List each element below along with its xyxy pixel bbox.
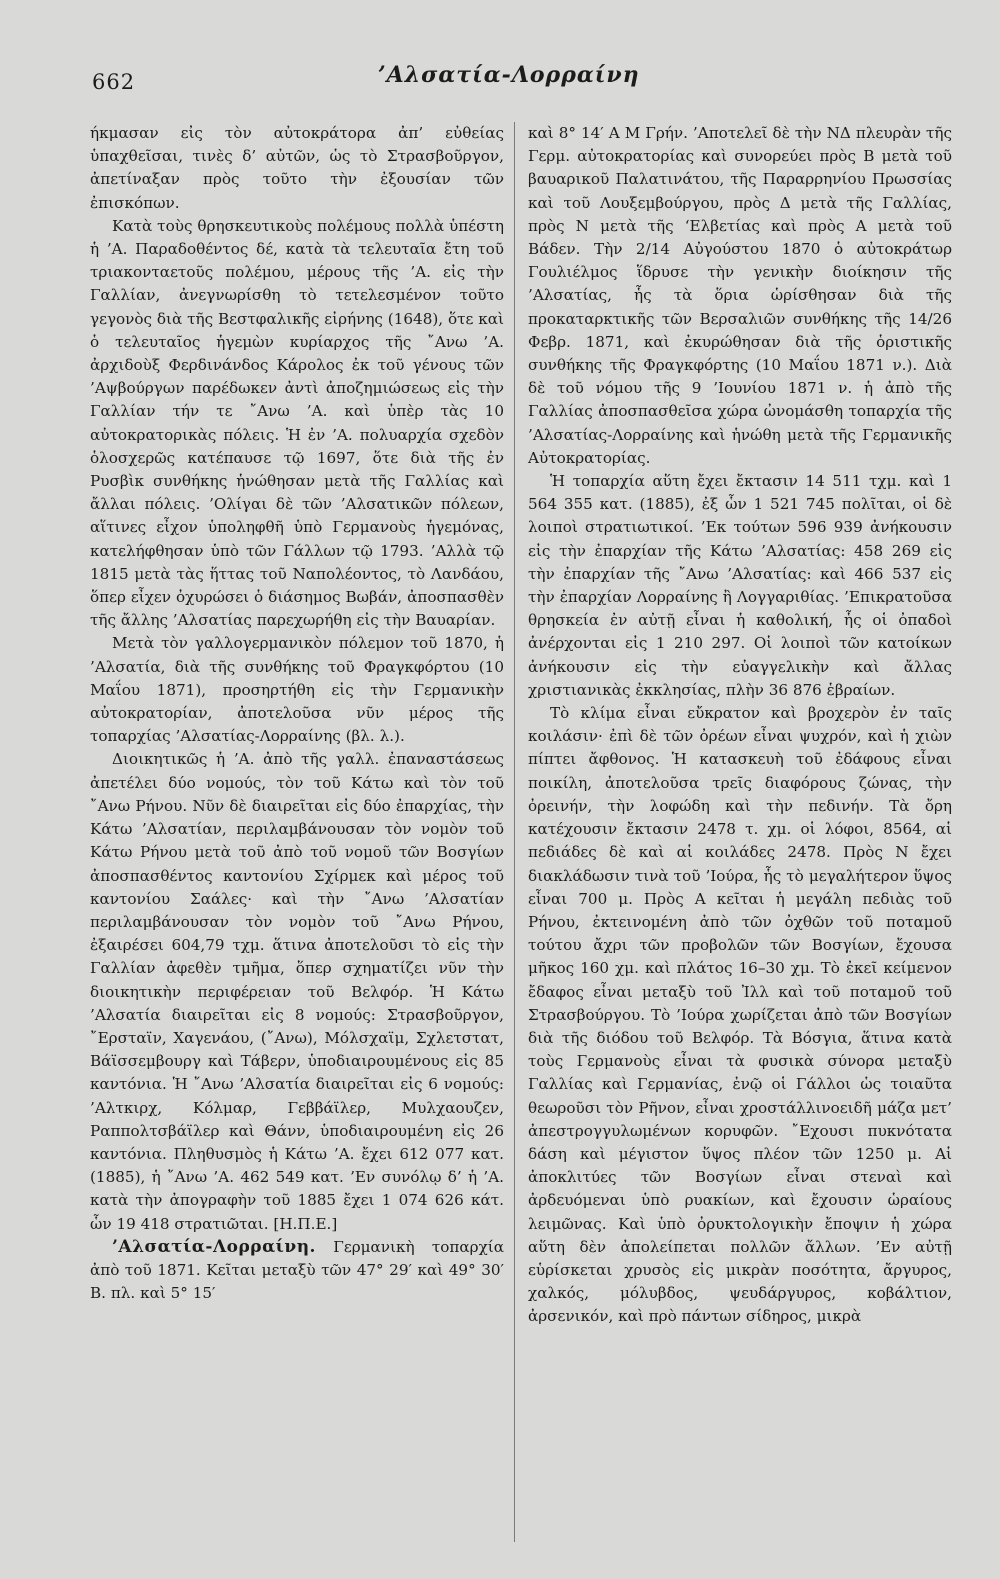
paragraph: Ἡ τοπαρχία αὕτη ἔχει ἔκτασιν 14 511 τχμ. καὶ 1 564 355 κατ. (1885), ἐξ ὧν 1 521 745 πολῖται, οἱ δὲ λοιποὶ στρατιωτικοί. ’Εκ τούτων 596 939 ἀνήκουσιν εἰς τὴν ἐπαρχίαν τῆς Κάτω ’Αλσατίας: 458 269 εἰς τὴν ἐπαρχίαν τῆς ῎Ανω ’Αλσατίας: καὶ 466 537 εἰς τὴν ἐπαρχίαν Λορραίνης ἢ Λογγαριθίας. ’Επικρατοῦσα θρησκεία ἐν αὐτῇ εἶναι ἡ καθολική, ἧς οἱ ὀπαδοὶ ἀνέρχονται εἰς 1 210 297. Οἱ λοιποὶ τῶν κατοίκων ἀνήκουσιν εἰς τὴν εὐαγγελικὴν καὶ ἄλλας χριστιανικὰς ἐκκλησίας, πλὴν 36 876 ἑβραίων. [528,472,952,699]
page-number: 662 [92,70,136,94]
running-title: ’Αλσατία-Λορραίνη [378,62,640,88]
paragraph: Κατὰ τοὺς θρησκευτικοὺς πολέμους πολλὰ ὑπέστη ἡ ’Α. Παραδοθέντος δέ, κατὰ τὰ τελευταῖα ἔτη τοῦ τριακονταετοῦς πολέμου, μέρους τῆς ’Α. εἰς τὴν Γαλλίαν, ἀνεγνωρίσθη τὸ τετελεσμένον τοῦτο γεγονὸς διὰ τῆς Βεστφαλικῆς εἰρήνης (1648), ὅτε καὶ ὁ τελευταῖος ἡγεμὼν κυρίαρχος τῆς ῎Ανω ’Α. ἀρχιδοὺξ Φερδινάνδος Κάρολος ἐκ τοῦ γένους τῶν ’Αψβούργων παρέδωκεν ἀντὶ ἀποζημιώσεως εἰς τὴν Γαλλίαν τήν τε ῎Ανω ’Α. καὶ ὑπὲρ τὰς 10 αὐτοκρατορικὰς πόλεις. Ἡ ἐν ’Α. πολυαρχία σχεδὸν ὁλοσχερῶς κατέπαυσε τῷ 1697, ὅτε διὰ τῆς ἐν Ρυσβὶκ συνθήκης ἡνώθησαν μετὰ τῆς Γαλλίας καὶ ἄλλαι πόλεις. ’Ολίγαι δὲ τῶν ’Αλσατικῶν πόλεων, αἵτινες εἶχον ὑποληφθῆ ὑπὸ Γερμανοὺς ἡγεμόνας, κατελήφθησαν ὑπὸ τῶν Γάλλων τῷ 1793. ’Αλλὰ τῷ 1815 μετὰ τὰς ἥττας τοῦ Ναπολέοντος, τὸ Λανδάου, ὅπερ εἶχεν ὀχυρώσει ὁ διάσημος Βωβάν, ἀποσπασθὲν τῆς ἄλλης ’Αλσατίας παρεχωρήθη εἰς τὴν Βαυαρίαν. [90,216,504,630]
paragraph: ήκμασαν εἰς τὸν αὐτοκράτορα ἀπ’ εὐθείας ὑπαχθεῖσαι, τινὲς δ’ αὐτῶν, ὡς τὸ Στρασβοῦργον, ἀπετίναξαν πρὸς τοῦτο τὴν ἐξουσίαν τῶν ἐπισκόπων. [90,124,504,212]
author-signature: [Η.Π.Ε.] [273,1214,338,1233]
right-column [528,122,952,1329]
paragraph: Τὸ κλίμα εἶναι εὔκρατον καὶ βροχερὸν ἐν ταῖς κοιλάσιν· ἐπὶ δὲ τῶν ὀρέων εἶναι ψυχρόν, καὶ ἡ χιὼν πίπτει ἄφθονος. Ἡ κατασκευὴ τοῦ ἐδάφους εἶναι ποικίλη, ἀποτελοῦσα τρεῖς διαφόρους ζώνας, τὴν ὀρεινήν, τὴν λοφώδη καὶ τὴν πεδινήν. Τὰ ὄρη κατέχουσιν ἔκτασιν 2478 τ. χμ. οἱ λόφοι, 8564, αἱ πεδιάδες δὲ καὶ αἱ κοιλάδες 2478. Πρὸς Ν ἔχει διακλάδωσιν τινὰ τοῦ ’Ιούρα, ἧς τὸ μεγαλήτερον ὕψος εἶναι 700 μ. Πρὸς Α κεῖται ἡ μεγάλη πεδιὰς τοῦ Ρήνου, ἐκτεινομένη ἀπὸ τῶν ὀχθῶν τοῦ ποταμοῦ τούτου ἄχρι τῶν προβολῶν τῶν Βοσγίων, ἔχουσα μῆκος 160 χμ. καὶ πλάτος 16–30 χμ. Τὸ ἐκεῖ κείμενον ἔδαφος εἶναι μεταξὺ τοῦ Ἰλλ καὶ τοῦ ποταμοῦ τοῦ Στρασβούργου. Τὸ ’Ιούρα χωρίζεται ἀπὸ τῶν Βοσγίων διὰ τῆς διόδου τοῦ Βελφόρ. Τὰ Βόσγια, ἅτινα κατὰ τοὺς Γερμανοὺς εἶναι τὰ φυσικὰ σύνορα μεταξὺ Γαλλίας καὶ Γερμανίας, ἐνῷ οἱ Γάλλοι ὡς τοιαῦτα θεωροῦσι τὸν Ρῆνον, εἶναι χροστάλλινοειδῆ μάζα μετ’ ἀπεστρογγυλωμένων κορυφῶν. ῎Εχουσι πυκνότατα δάση καὶ μέγιστον ὕψος πλέον τῶν 1250 μ. Αἱ ἀποκλιτύες τῶν Βοσγίων εἶναι στεναὶ καὶ ἀρδευόμεναι ὑπὸ ρυακίων, καὶ ἔχουσιν ὡραίους λειμῶνας. Καὶ ὑπὸ ὀρυκτολογικὴν ἔποψιν ἡ χώρα αὕτη δὲν ἀπολείπεται πολλῶν ἄλλων. ’Εν αὐτῇ εὑρίσκεται χρυσὸς εἰς μικρὰν ποσότητα, ἄργυρος, χαλκός, μόλυβδος, ψευδάργυρος, κοβάλτιον, ἀρσενικόν, καὶ πρὸ πάντων σίδηρος, μικρὰ [528,704,952,1326]
paragraph: Μετὰ τὸν γαλλογερμανικὸν πόλεμον τοῦ 1870, ἡ ’Αλσατία, διὰ τῆς συνθήκης τοῦ Φραγκφόρτου (10 Μαΐου 1871), προσηρτήθη εἰς τὴν Γερμανικὴν αὐτοκρατορίαν, ἀποτελοῦσα νῦν μέρος τῆς τοπαρχίας ’Αλσατίας-Λορραίνης (βλ. λ.). [90,634,504,746]
paragraph [90,748,504,1235]
entry-paragraph [90,1236,504,1306]
column-divider [514,122,515,1542]
left-column [90,122,504,1305]
entry-text: Γερμανικὴ τοπαρχία ἀπὸ τοῦ 1871. Κεῖται μεταξὺ τῶν 47° 29′ καὶ 49° 30′ Β. πλ. καὶ 5° 15′ [90,1237,504,1303]
paragraph: καὶ 8° 14′ Α Μ Γρήν. ’Αποτελεῖ δὲ τὴν ΝΔ πλευρὰν τῆς Γερμ. αὐτοκρατορίας καὶ συνορεύει πρὸς Β μετὰ τοῦ βαυαρικοῦ Παλατινάτου, τῆς Παραρρηνίου Πρωσσίας καὶ τοῦ Λουξεμβούργου, πρὸς Δ μετὰ τῆς Γαλλίας, πρὸς Ν μετὰ τῆς ‘Ελβετίας καὶ πρὸς Α μετὰ τοῦ Βάδεν. Τὴν 2/14 Αὐγούστου 1870 ὁ αὐτοκράτωρ Γουλιέλμος ἵδρυσε τὴν γενικὴν διοίκησιν τῆς ’Αλσατίας, ἧς τὰ ὅρια ὡρίσθησαν διὰ τῆς προκαταρκτικῆς τῶν Βερσαλιῶν συνθήκης τῆς 14/26 Φεβρ. 1871, καὶ ἐκυρώθησαν διὰ τῆς ὁριστικῆς συνθήκης τῆς Φραγκφόρτης (10 Μαΐου 1871 ν.). Διὰ δὲ τοῦ νόμου τῆς 9 ’Ιουνίου 1871 ν. ἡ ἀπὸ τῆς Γαλλίας ἀποσπασθεῖσα χώρα ὠνομάσθη τοπαρχία τῆς ’Αλσατίας-Λορραίνης καὶ ἡνώθη μετὰ τῆς Γερμανικῆς Αὐτοκρατορίας. [528,124,952,467]
paragraph-text: Διοικητικῶς ἡ ’Α. ἀπὸ τῆς γαλλ. ἐπαναστάσεως ἀπετέλει δύο νομούς, τὸν τοῦ Κάτω καὶ τὸν τοῦ ῎Ανω Ρήνου. Νῦν δὲ διαιρεῖται εἰς δύο ἐπαρχίας, τὴν Κάτω ’Αλσατίαν, περιλαμβάνουσαν τὸν νομὸν τοῦ Κάτω Ρήνου μετὰ τοῦ ἀπὸ τοῦ νομοῦ τῶν Βοσγίων ἀποσπασθέντος καντονίου Σχίρμεκ καὶ μέρος τοῦ καντονίου Σαάλες· καὶ τὴν ῎Ανω ’Αλσατίαν περιλαμβάνουσαν τὸν νομὸν τοῦ ῎Ανω Ρήνου, ἐξαιρέσει 604,79 τχμ. ἅτινα ἀποτελοῦσι τὸ εἰς τὴν Γαλλίαν ἀφεθὲν τμῆμα, ὅπερ σχηματίζει νῦν τὴν διοικητικὴν περιφέρειαν τοῦ Βελφόρ. Ἡ Κάτω ’Αλσατία διαιρεῖται εἰς 8 νομούς: Στρασβοῦργον, ῎Ερσταϊν, Χαγενάου, (῎Ανω), Μόλσχαϊμ, Σχλετστατ, Βάϊσσεμβουργ καὶ Τάβερν, ὑποδιαιρουμένους εἰς 85 καντόνια. Ἡ ῎Ανω ’Αλσατία διαιρεῖται εἰς 6 νομούς: ’Αλτκιρχ, Κόλμαρ, Γεββάϊλερ, Μυλχαουζεν, Ραππολτσβάϊλερ καὶ Θάνν, ὑποδιαιρουμένη εἰς 26 καντόνια. Πληθυσμὸς ἡ Κάτω ’Α. ἔχει 612 077 κατ. (1885), ἡ ῎Ανω ’Α. 462 549 κατ. ’Εν συνόλῳ δ’ ἡ ’Α. κατὰ τὴν ἀπογραφὴν τοῦ 1885 ἔχει 1 074 626 κάτ. ὧν 19 418 στρατιῶται. [90,750,504,1233]
entry-heading: ’Αλσατία-Λορραίνη. [112,1236,316,1257]
